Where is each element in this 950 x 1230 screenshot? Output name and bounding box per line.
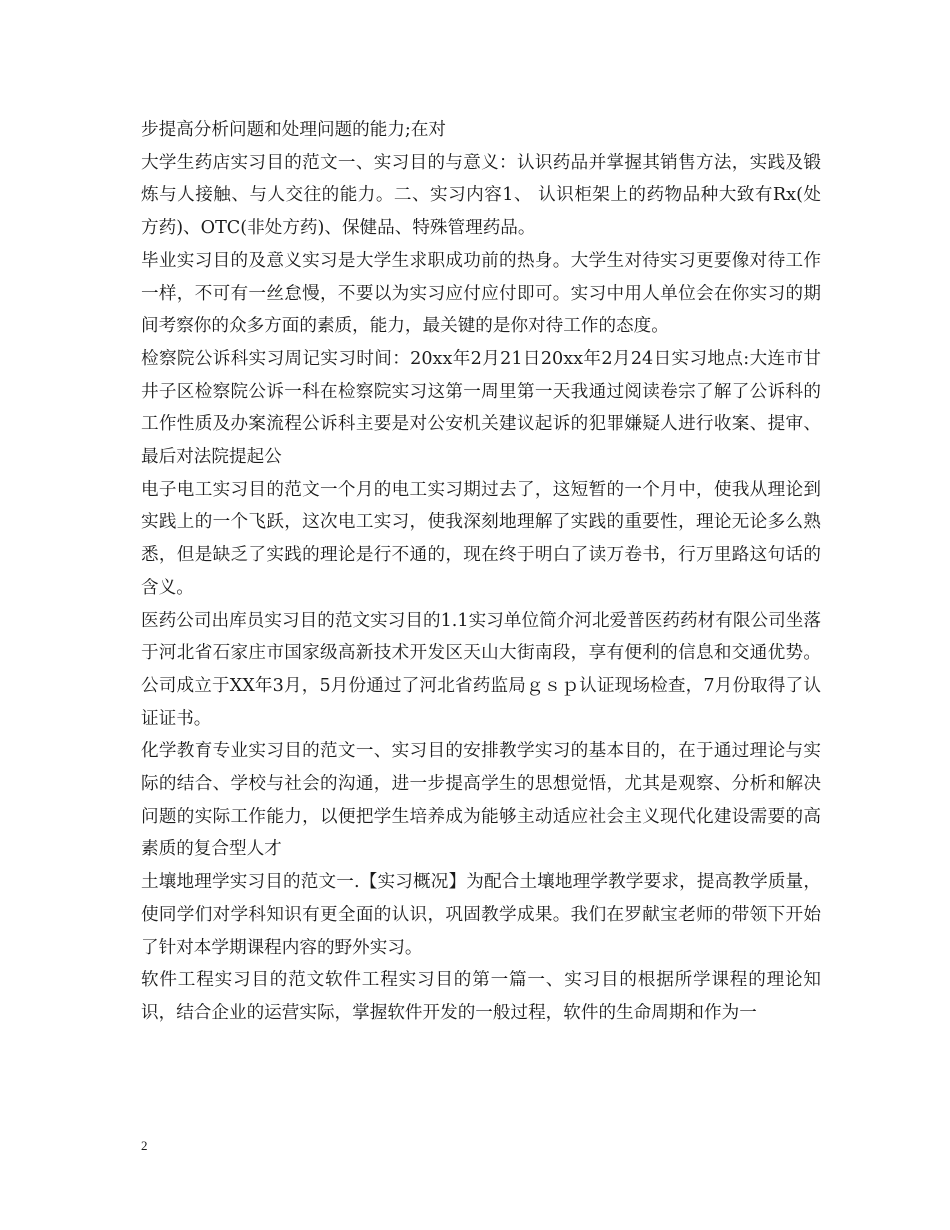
paragraph-procuratorate-internship: 检察院公诉科实习周记实习时间：20xx年2月21日20xx年2月24日实习地点:大连市甘井子区检察院公诉一科在检察院实习这第一周里第一天我通过阅读卷宗了解了公诉科的工作性质及办案流程公诉科主要是对公安机关建议起诉的犯罪嫌疑人进行收案、提审、最后对法院提起公 xyxy=(141,348,821,468)
paragraph-pharmacy-internship: 大学生药店实习目的范文一、实习目的与意义：认识药品并掌握其销售方法，实践及锻炼与人接触、与人交往的能力。二、实习内容1、 认识柜架上的药物品种大致有Rx(处方药)、OTC(非处方药)、保健品、特殊管理药品。 xyxy=(141,152,821,239)
paragraph-continuation: 步提高分析问题和处理问题的能力;在对 xyxy=(141,120,447,140)
document-body xyxy=(141,114,821,1030)
paragraph-graduation-internship: 毕业实习目的及意义实习是大学生求职成功前的热身。大学生对待实习更要像对待工作一样，不可有一丝怠慢，不要以为实习应付应付即可。实习中用人单位会在你实习的期间考察你的众多方面的素质，能力，最关键的是你对待工作的态度。 xyxy=(141,250,821,337)
paragraph-pharma-warehouse-internship: 医药公司出库员实习目的范文实习目的1.1实习单位简介河北爱普医药药材有限公司坐落于河北省石家庄市国家级高新技术开发区天山大街南段，享有便利的信息和交通优势。公司成立于XX年3月，5月份通过了河北省药监局ｇｓｐ认证现场检查，7月份取得了认证证书。 xyxy=(141,610,821,729)
paragraph-software-engineering-internship: 软件工程实习目的范文软件工程实习目的第一篇一、实习目的根据所学课程的理论知识，结合企业的运营实际，掌握软件开发的一般过程，软件的生命周期和作为一 xyxy=(141,970,821,1023)
paragraph-chemistry-education-internship: 化学教育专业实习目的范文一、实习目的安排教学实习的基本目的，在于通过理论与实际的结合、学校与社会的沟通，进一步提高学生的思想觉悟，尤其是观察、分析和解决问题的实际工作能力，以便把学生培养成为能够主动适应社会主义现代化建设需要的高素质的复合型人才 xyxy=(141,741,821,860)
page-number: 2 xyxy=(141,1138,148,1153)
paragraph-electrician-internship: 电子电工实习目的范文一个月的电工实习期过去了，这短暂的一个月中，使我从理论到实践上的一个飞跃，这次电工实习，使我深刻地理解了实践的重要性，理论无论多么熟悉，但是缺乏了实践的理论是行不通的，现在终于明白了读万卷书，行万里路这句话的含义。 xyxy=(141,479,821,598)
paragraph-soil-geography-internship: 土壤地理学实习目的范文一.【实习概况】为配合土壤地理学教学要求，提高教学质量，使同学们对学科知识有更全面的认识，巩固教学成果。我们在罗献宝老师的带领下开始了针对本学期课程内容的野外实习。 xyxy=(141,872,821,958)
